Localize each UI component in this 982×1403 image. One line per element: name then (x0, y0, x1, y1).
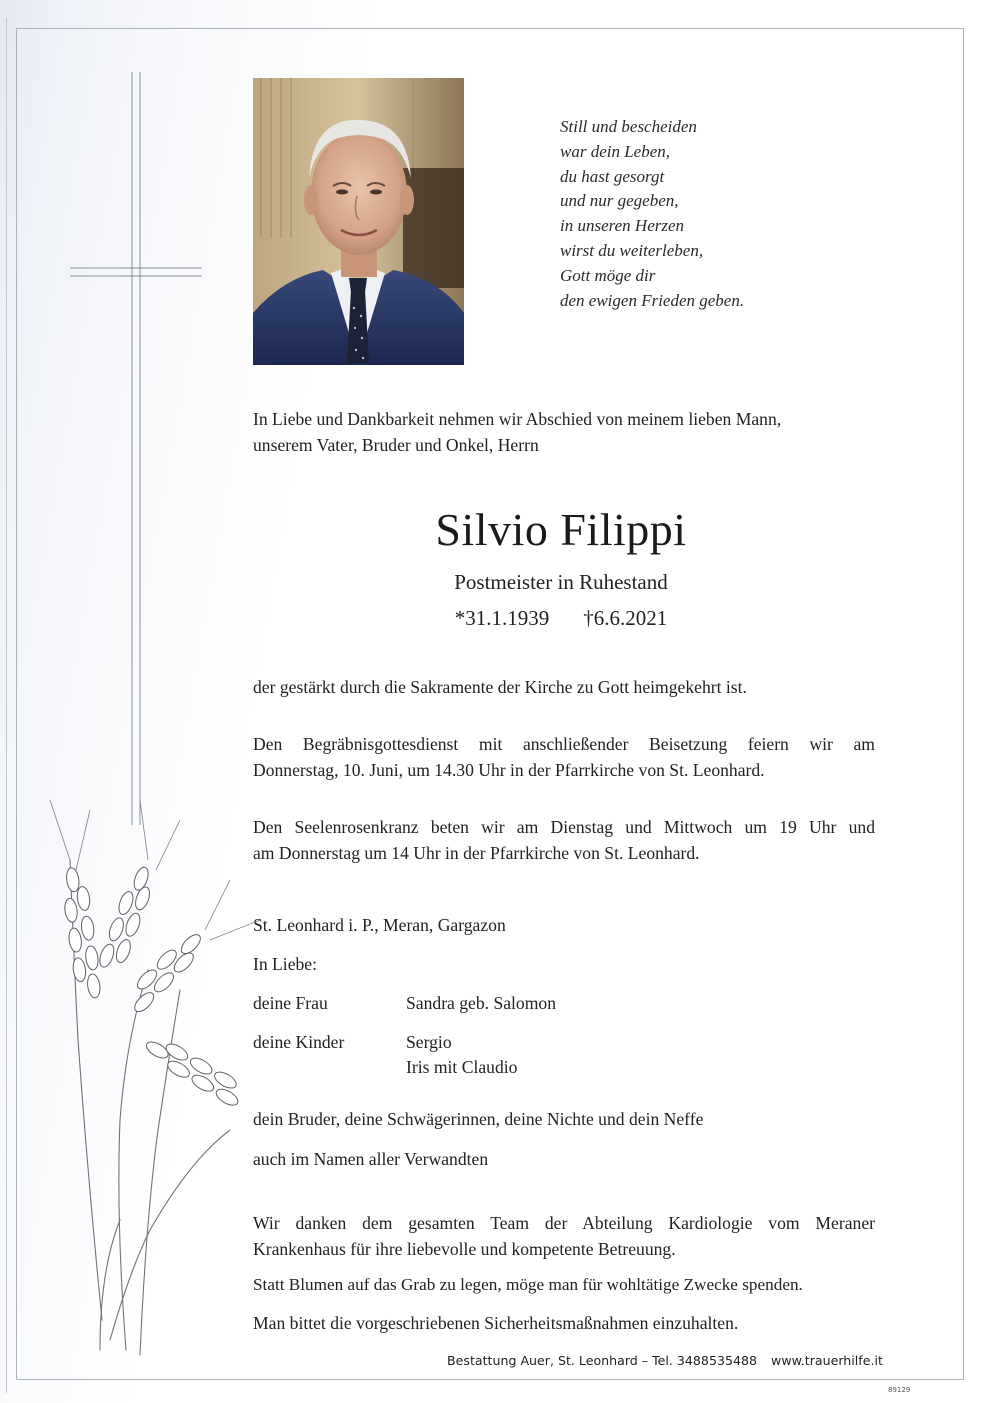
undertaker-footer (447, 1353, 883, 1368)
funeral-line-1: Den Begräbnisgottesdienst mit anschließender Beisetzung feiern wir am (253, 734, 875, 754)
returned-home-text: der gestärkt durch die Sakramente der Kirche zu Gott heimgekehrt ist. (253, 677, 747, 697)
print-code: 89129 (888, 1386, 911, 1394)
rosary-line-1: Den Seelenrosenkranz beten wir am Dienstag und Mittwoch um 19 Uhr und (253, 817, 875, 837)
cross-icon (70, 70, 210, 830)
children-label: deine Kinder (253, 1032, 345, 1052)
rosary-line-2: am Donnerstag um 14 Uhr in der Pfarrkirche von St. Leonhard. (253, 843, 700, 863)
death-date: †6.6.2021 (583, 606, 668, 630)
safety-text: Man bittet die vorgeschriebenen Sicherheitsmaßnahmen einzuhalten. (253, 1313, 739, 1333)
flowers-text: Statt Blumen auf das Grab zu legen, möge man für wohltätige Zwecke spenden. (253, 1275, 803, 1294)
page-edge-line (6, 18, 7, 1393)
relatives-text: auch im Namen aller Verwandten (253, 1149, 489, 1169)
portrait-photo (253, 78, 464, 365)
intro-text (253, 406, 875, 458)
poem-line: Gott möge dir (560, 265, 656, 285)
poem (560, 115, 890, 313)
wife-label: deine Frau (253, 993, 328, 1013)
poem-line: war dein Leben, (560, 141, 671, 161)
child-name: Iris mit Claudio (406, 1057, 518, 1077)
deceased-name: Silvio Filippi (435, 504, 687, 555)
family-text: dein Bruder, deine Schwägerinnen, deine Nichte und dein Neffe (253, 1109, 704, 1129)
poem-line: in unseren Herzen (560, 216, 685, 236)
poem-line: du hast gesorgt (560, 166, 665, 186)
wife-name: Sandra geb. Salomon (406, 993, 557, 1013)
birth-date: *31.1.1939 (454, 606, 550, 630)
wheat-illustration (30, 800, 270, 1360)
rosary-text (253, 814, 875, 866)
thanks-line-2: Krankenhaus für ihre liebevolle und kompetente Betreuung. (253, 1239, 676, 1259)
thanks-line-1: Wir danken dem gesamten Team der Abteilung Kardiologie vom Meraner (253, 1213, 875, 1233)
child-name: Sergio (406, 1032, 452, 1052)
thanks-text (253, 1210, 875, 1262)
places-text: St. Leonhard i. P., Meran, Gargazon (253, 915, 506, 935)
deceased-title: Postmeister in Ruhestand (454, 570, 668, 594)
website-link[interactable]: www.trauerhilfe.it (771, 1353, 883, 1368)
poem-line: und nur gegeben, (560, 191, 679, 211)
poem-line: Still und bescheiden (560, 117, 697, 136)
funeral-text (253, 731, 875, 783)
poem-line: den ewigen Frieden geben. (560, 290, 745, 310)
intro-line-2: unserem Vater, Bruder und Onkel, Herrn (253, 435, 539, 455)
poem-line: wirst du weiterleben, (560, 240, 704, 260)
undertaker-contact: Bestattung Auer, St. Leonhard – Tel. 3488535488 (447, 1353, 758, 1368)
in-love-label: In Liebe: (253, 954, 317, 974)
intro-line-1: In Liebe und Dankbarkeit nehmen wir Abschied von meinem lieben Mann, (253, 409, 782, 429)
funeral-line-2: Donnerstag, 10. Juni, um 14.30 Uhr in der Pfarrkirche von St. Leonhard. (253, 760, 765, 780)
life-dates (253, 603, 869, 633)
